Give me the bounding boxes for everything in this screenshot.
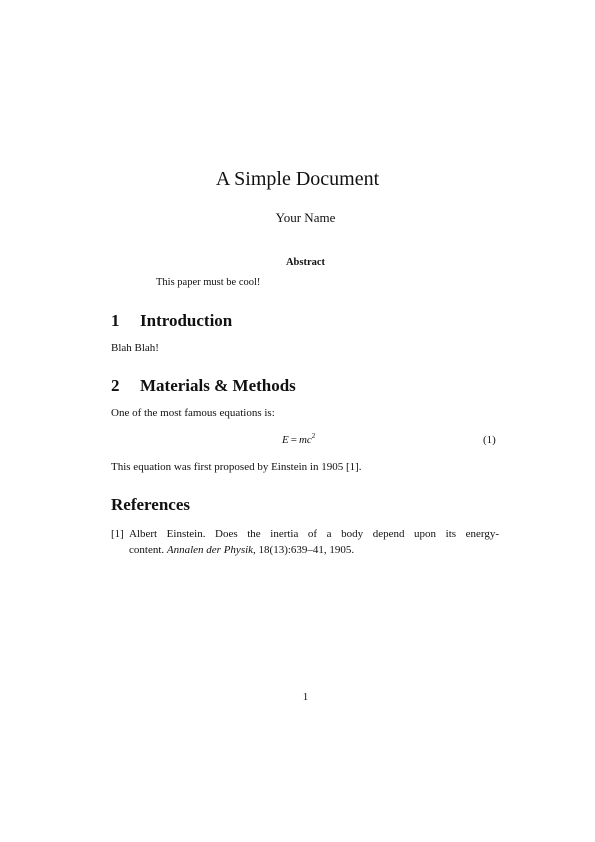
methods-intro-text: One of the most famous equations is: (111, 407, 275, 419)
section-heading-introduction (111, 310, 232, 332)
section-number: 2 (111, 376, 120, 395)
equation-exponent: 2 (311, 432, 316, 440)
reference-label: [1] (111, 528, 124, 540)
author-name: Your Name (275, 210, 336, 225)
reference-journal: Annalen der Physik (166, 544, 254, 556)
equation-rhs-base: mc (298, 434, 312, 446)
reference-line-1: Albert Einstein. Does the inertia of a body depend upon its energy- (129, 528, 499, 540)
section-heading-materials-methods (111, 375, 296, 397)
document-title: A Simple Document (215, 168, 380, 190)
section-number: 1 (111, 311, 120, 330)
equation-emc2 (282, 433, 315, 448)
methods-conclusion-text: This equation was first proposed by Einstein in 1905 [1]. (111, 461, 362, 473)
section-title: Materials & Methods (140, 376, 296, 395)
page-number: 1 (302, 691, 309, 703)
reference-line-2-prefix: content. (129, 544, 167, 556)
equation-equals: = (290, 434, 297, 446)
introduction-body: Blah Blah! (111, 342, 159, 354)
references-heading: References (111, 495, 190, 514)
reference-body (129, 526, 499, 558)
equation-number: (1) (483, 434, 496, 446)
abstract-text: This paper must be cool! (156, 277, 261, 288)
equation-lhs: E (282, 434, 289, 446)
section-title: Introduction (140, 311, 233, 330)
reference-line-2-suffix: , 18(13):639–41, 1905. (253, 544, 355, 556)
reference-line-2 (129, 542, 499, 558)
abstract-heading: Abstract (285, 257, 326, 268)
